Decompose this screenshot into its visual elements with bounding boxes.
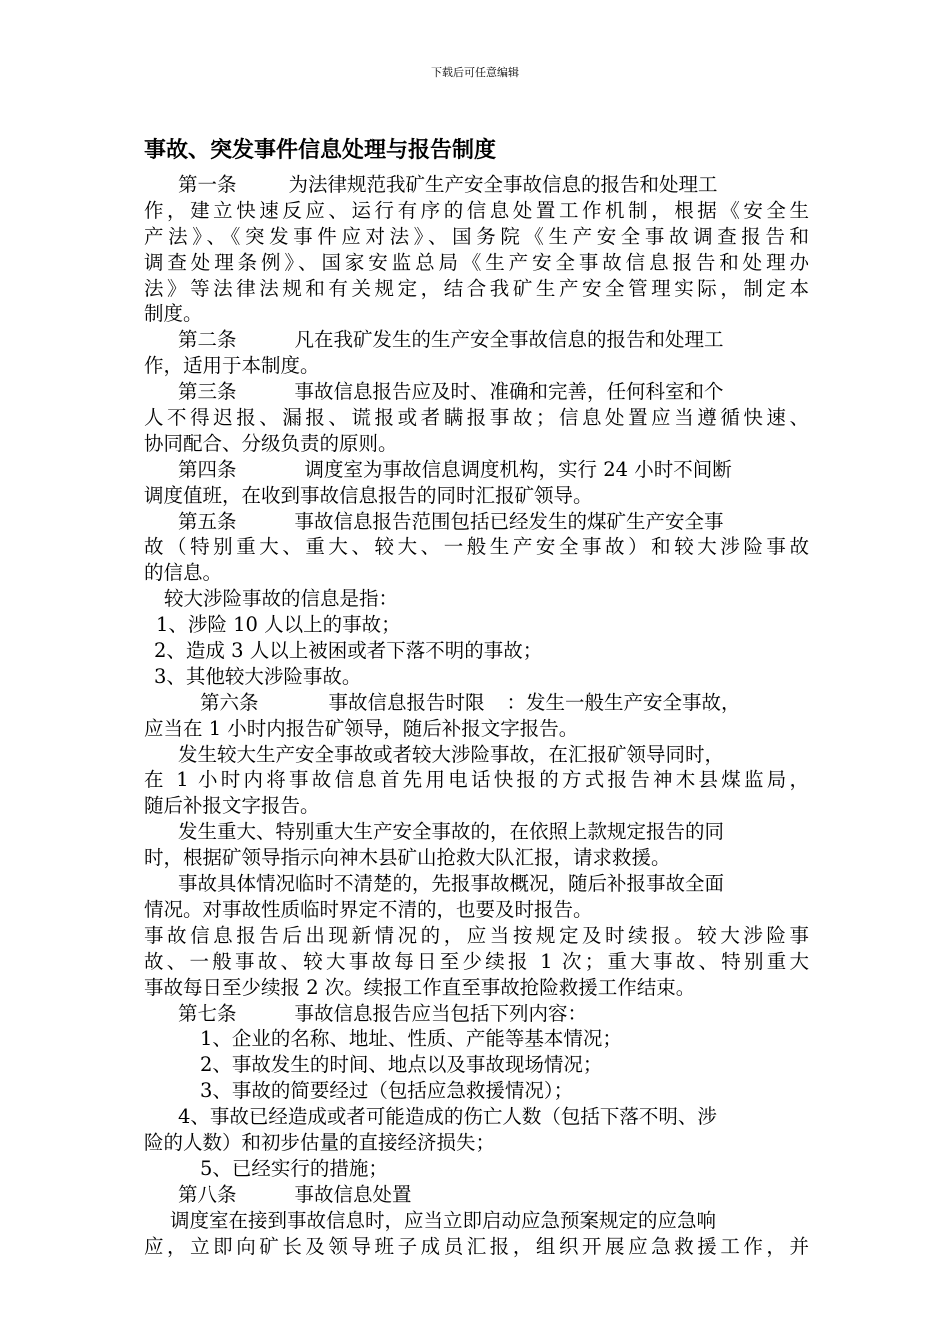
article-7-item: 3、事故的简要经过（包括应急救援情况）； (200, 1079, 574, 1103)
article-4-line (144, 457, 809, 483)
article-1-line: 法》等法律法规和有关规定，结合我矿生产安全管理实际，制定本 (144, 276, 809, 300)
article-4-line: 调度值班，在收到事故信息报告的同时汇报矿领导。 (144, 483, 593, 507)
article-5-item: 3、其他较大涉险事故。 (154, 664, 362, 688)
article-5-text: 事故信息报告范围包括已经发生的煤矿生产安全事 (294, 509, 724, 533)
article-5-line: 故（特别重大、重大、较大、一般生产安全事故）和较大涉险事故 (144, 535, 809, 559)
article-2-text: 凡在我矿发生的生产安全事故信息的报告和处理工 (294, 328, 724, 352)
article-3-line: 人不得迟报、漏报、谎报或者瞒报事故；信息处置应当遵循快速、 (144, 406, 809, 430)
article-7-item: 5、已经实行的措施； (200, 1156, 388, 1180)
article-6-line: 随后补报文字报告。 (144, 794, 320, 818)
article-6-line: 发生重大、特别重大生产安全事故的，在依照上款规定报告的同 (178, 820, 725, 844)
article-6-line: 发生较大生产安全事故或者较大涉险事故，在汇报矿领导同时， (178, 742, 725, 766)
article-6-line: 在 1 小时内将事故信息首先用电话快报的方式报告神木县煤监局， (144, 768, 809, 792)
article-5-label: 第五条 (178, 509, 237, 533)
article-1-line: 产法》、《突发事件应对法》、国务院《生产安全事故调查报告和 (144, 224, 809, 248)
article-7-item: 险的人数）和初步估量的直接经济损失； (144, 1130, 496, 1154)
article-7-item: 1、企业的名称、地址、性质、产能等基本情况； (200, 1027, 622, 1051)
article-7-text: 事故信息报告应当包括下列内容： (294, 1001, 588, 1025)
article-6-line: 事故每日至少续报 2 次。续报工作直至事故抢险救援工作结束。 (144, 975, 696, 999)
article-3-label: 第三条 (178, 380, 237, 404)
article-4-text: 调度室为事故信息调度机构，实行 24 小时不间断 (304, 457, 732, 481)
article-6-line: 故、一般事故、较大事故每日至少续报 1 次；重大事故、特别重大 (144, 949, 809, 973)
article-5-line (144, 509, 809, 535)
article-6-line: 时，根据矿领导指示向神木县矿山抢救大队汇报，请求救援。 (144, 846, 671, 870)
article-5-line: 的信息。 (144, 561, 223, 585)
article-2-line (144, 327, 809, 353)
article-6-line (144, 690, 809, 716)
page-header-note: 下载后可任意编辑 (431, 66, 519, 79)
article-6-line: 事故信息报告后出现新情况的，应当按规定及时续报。较大涉险事 (144, 923, 809, 947)
article-7-label: 第七条 (178, 1001, 237, 1025)
article-7-item: 4、事故已经造成或者可能造成的伤亡人数（包括下落不明、涉 (178, 1105, 717, 1129)
article-1-line: 作，建立快速反应、运行有序的信息处置工作机制，根据《安全生 (144, 198, 809, 222)
article-8-label: 第八条 (178, 1182, 237, 1206)
article-8-line: 应，立即向矿长及领导班子成员汇报，组织开展应急救援工作，并 (144, 1234, 809, 1258)
article-7-item: 2、事故发生的时间、地点以及事故现场情况； (200, 1053, 603, 1077)
document-title: 事故、突发事件信息处理与报告制度 (144, 138, 497, 163)
article-5-item: 1、涉险 10 人以上的事故； (156, 613, 401, 637)
article-6-text: ：发生一般生产安全事故， (506, 690, 741, 714)
article-3-text: 事故信息报告应及时、准确和完善，任何科室和个 (294, 380, 724, 404)
article-4-label: 第四条 (178, 457, 237, 481)
article-7-line (144, 1001, 809, 1027)
article-1-line: 制度。 (144, 302, 203, 326)
article-6-text: 事故信息报告时限 (328, 690, 485, 714)
article-2-label: 第二条 (178, 328, 237, 352)
article-8-line (144, 1182, 809, 1208)
article-6-line: 情况。对事故性质临时界定不清的，也要及时报告。 (144, 897, 593, 921)
article-3-line: 协同配合、分级负责的原则。 (144, 431, 398, 455)
article-3-line (144, 379, 809, 405)
article-8-text: 事故信息处置 (294, 1182, 412, 1206)
article-6-line: 事故具体情况临时不清楚的，先报事故概况，随后补报事故全面 (178, 872, 725, 896)
article-1-text: 为法律规范我矿生产安全事故信息的报告和处理工 (288, 173, 718, 196)
article-8-line: 调度室在接到事故信息时，应当立即启动应急预案规定的应急响 (170, 1208, 717, 1232)
article-6-line: 应当在 1 小时内报告矿领导，随后补报文字报告。 (144, 716, 579, 740)
document-body (144, 172, 809, 1259)
article-5-item: 2、造成 3 人以上被困或者下落不明的事故； (154, 639, 543, 663)
article-1-line: 调查处理条例》、国家安监总局《生产安全事故信息报告和处理办 (144, 250, 809, 274)
article-5-definition: 较大涉险事故的信息是指： (164, 587, 399, 611)
article-2-line: 作，适用于本制度。 (144, 354, 320, 378)
article-6-label: 第六条 (200, 690, 259, 714)
article-1-label: 第一条 (178, 173, 237, 196)
article-1-line (144, 172, 809, 198)
